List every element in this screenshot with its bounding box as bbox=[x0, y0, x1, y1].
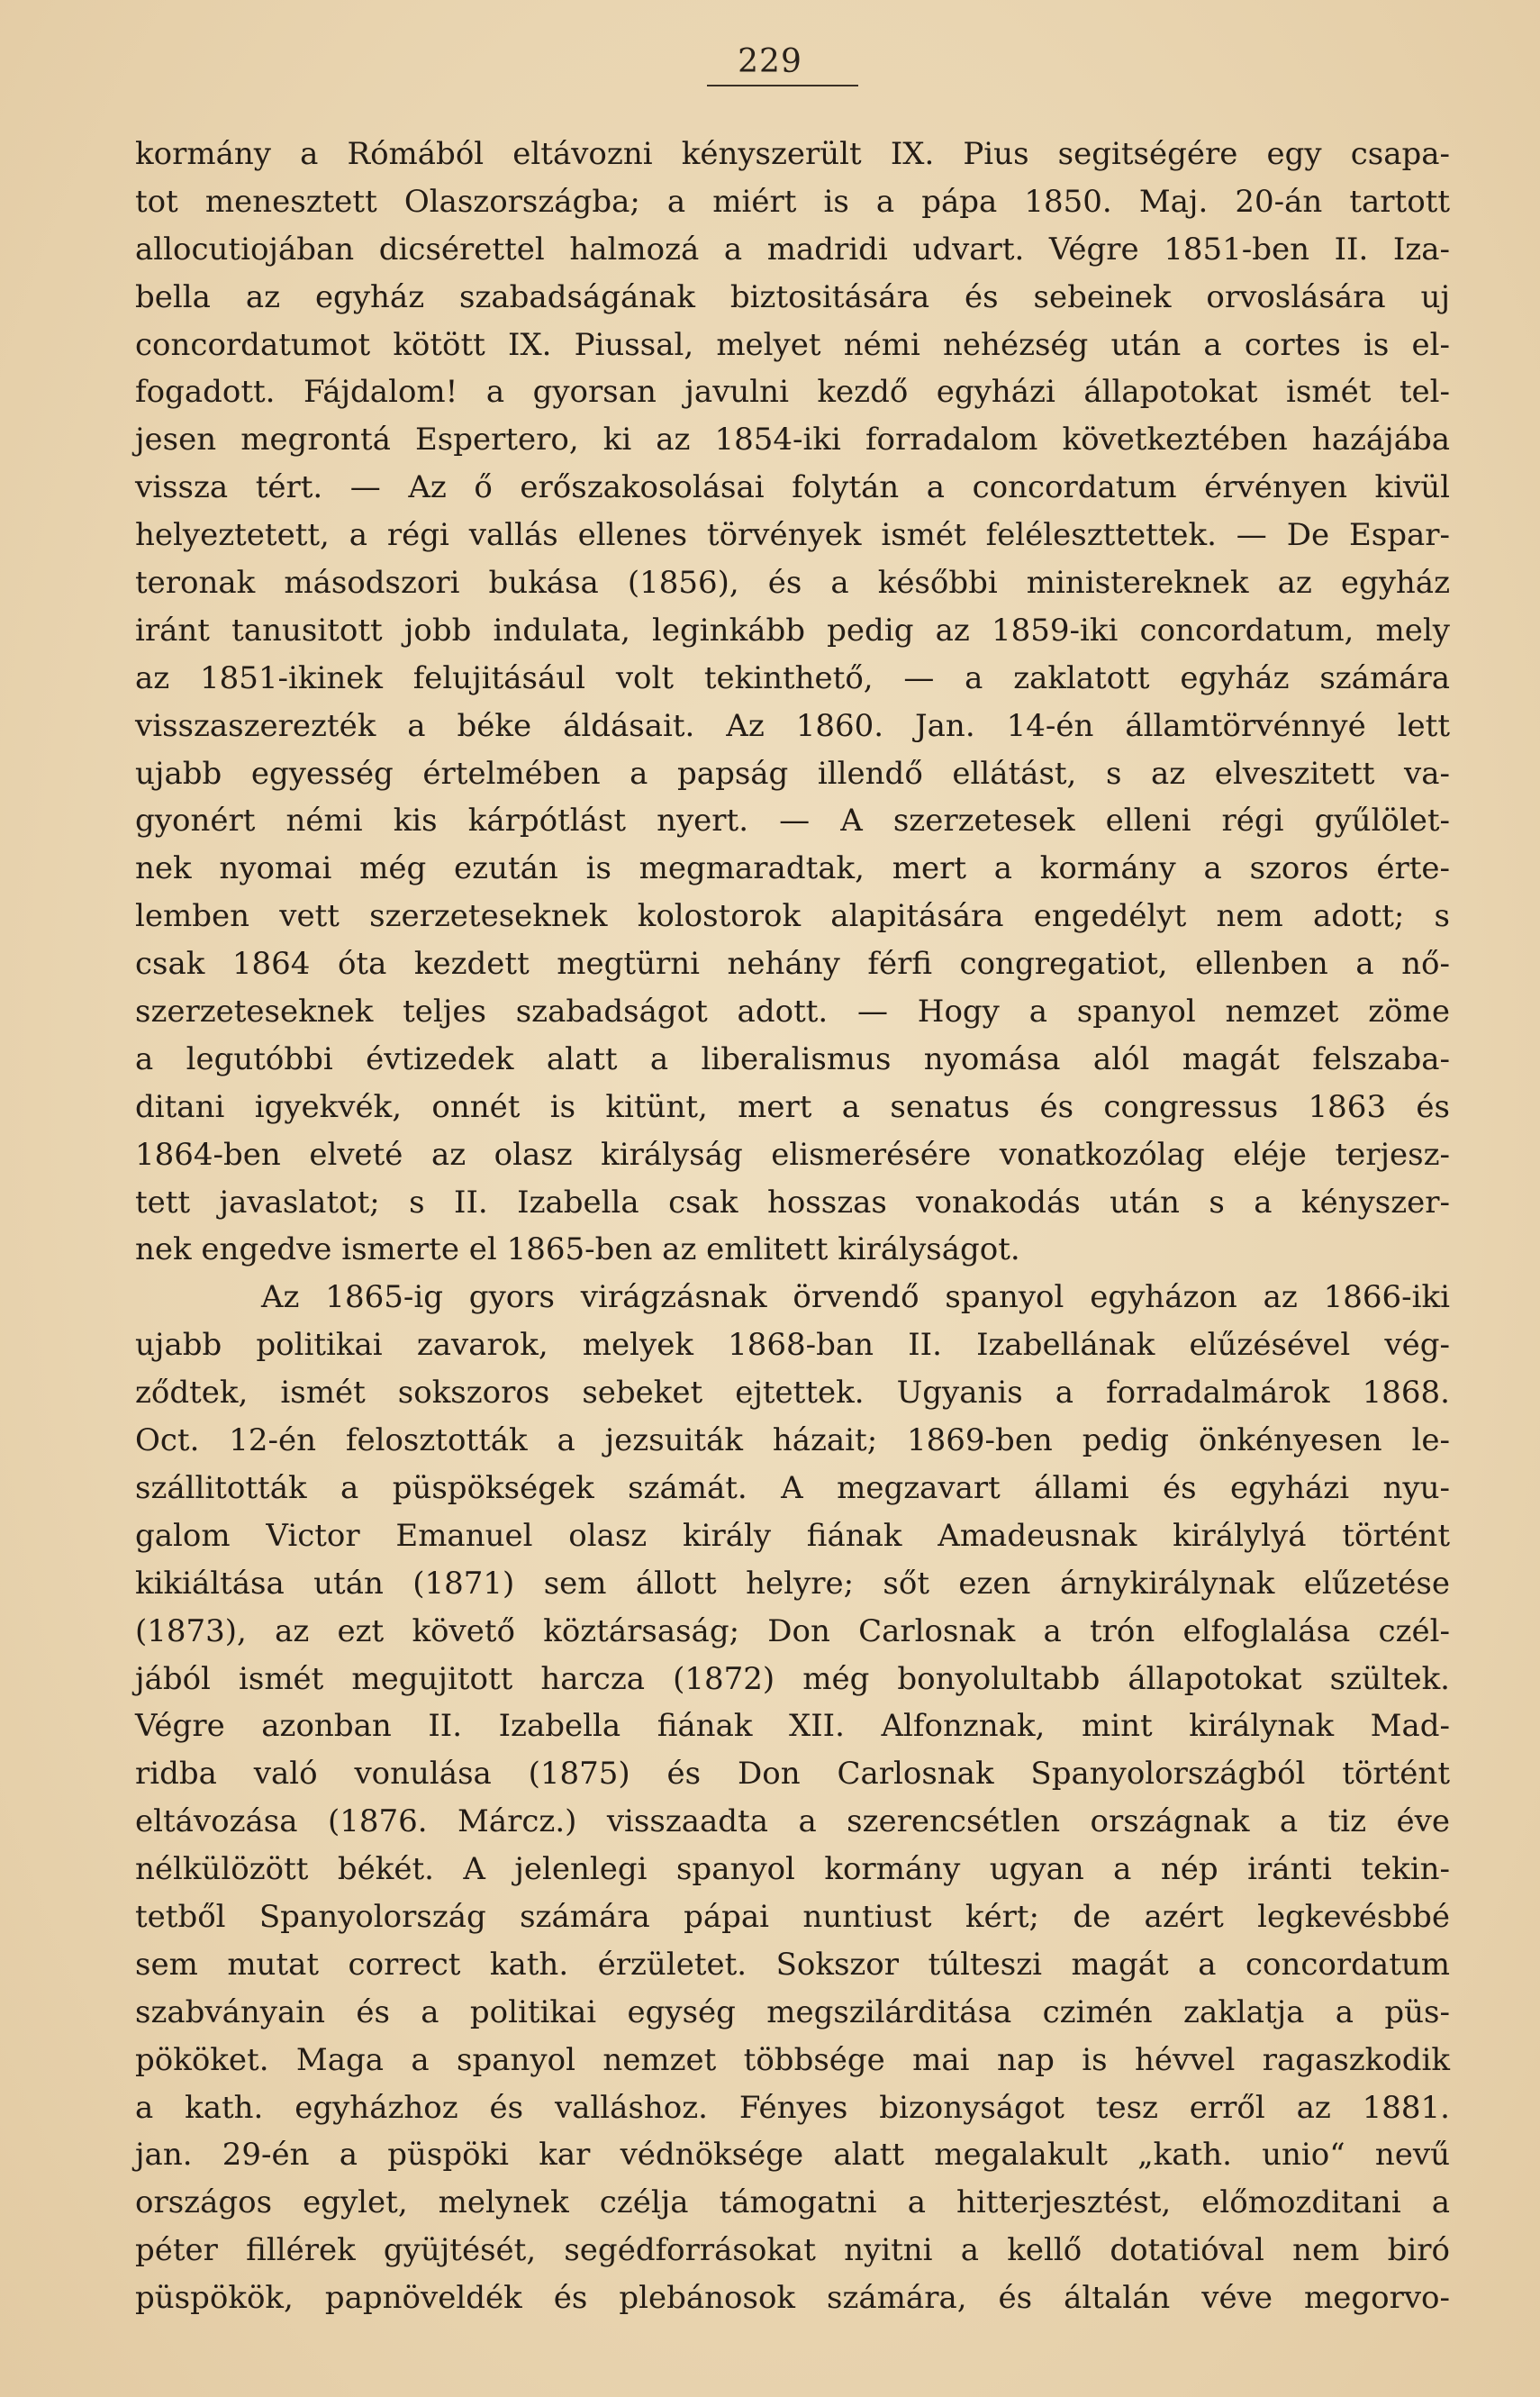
text-line: nélkülözött békét. A jelenlegi spanyol kormány ugyan a nép iránti tekin- bbox=[135, 1851, 1450, 1888]
text-line: helyeztetett, a régi vallás ellenes törvények ismét feléleszttettek. — De Espar- bbox=[135, 517, 1450, 554]
text-line: szállitották a püspökségek számát. A megzavart állami és egyházi nyu- bbox=[135, 1469, 1450, 1506]
text-line: (1873), az ezt követő köztársaság; Don Carlosnak a trón elfoglalása czél- bbox=[135, 1612, 1450, 1649]
text-line: az 1851-ikinek felujitásául volt tekinthető, — a zaklatott egyház számára bbox=[135, 659, 1450, 696]
text-line: sem mutat correct kath. érzületet. Sokszor túlteszi magát a concordatum bbox=[135, 1946, 1450, 1983]
text-line: visszaszerezték a béke áldásait. Az 1860. Jan. 14-én államtörvénnyé lett bbox=[135, 707, 1450, 744]
text-line: jából ismét megujitott harcza (1872) még bonyolultabb állapotokat szültek. bbox=[135, 1660, 1450, 1697]
text-line: galom Victor Emanuel olasz király fiának Amadeusnak királylyá történt bbox=[135, 1517, 1450, 1554]
text-line: ződtek, ismét sokszoros sebeket ejtettek. Ugyanis a forradalmárok 1868. bbox=[135, 1375, 1450, 1412]
text-line: a kath. egyházhoz és valláshoz. Fényes bizonyságot tesz erről az 1881. bbox=[135, 2089, 1450, 2126]
text-line: lemben vett szerzeteseknek kolostorok alapitására engedélyt nem adott; s bbox=[135, 898, 1450, 935]
text-line: fogadott. Fájdalom! a gyorsan javulni kezdő egyházi állapotokat ismét tel- bbox=[135, 374, 1450, 411]
body-text bbox=[135, 131, 1450, 2322]
paragraph-last-line: nek engedve ismerte el 1865-ben az emlitett királyságot. bbox=[135, 1231, 1020, 1268]
text-line: püspökök, papnöveldék és plebánosok számára, és általán véve megorvo- bbox=[135, 2280, 1450, 2317]
text-line: tett javaslatot; s II. Izabella csak hosszas vonakodás után s a kényszer- bbox=[135, 1184, 1450, 1221]
text-line: jesen megrontá Espertero, ki az 1854-iki forradalom következtében hazájába bbox=[135, 422, 1450, 459]
text-line: teronak másodszori bukása (1856), és a későbbi ministereknek az egyház bbox=[135, 565, 1450, 602]
text-line: Oct. 12-én felosztották a jezsuiták házait; 1869-ben pedig önkényesen le- bbox=[135, 1422, 1450, 1459]
text-line: kormány a Rómából eltávozni kényszerült IX. Pius segitségére egy csapa- bbox=[135, 136, 1450, 172]
text-line: kikiáltása után (1871) sem állott helyre; sőt ezen árnykirálynak elűzetése bbox=[135, 1565, 1450, 1602]
text-line: a legutóbbi évtizedek alatt a liberalismus nyomása alól magát felszaba- bbox=[135, 1040, 1450, 1077]
paragraph-first-line: Az 1865-ig gyors virágzásnak örvendő spanyol egyházon az 1866-iki bbox=[261, 1279, 1450, 1316]
text-line: gyonért némi kis kárpótlást nyert. — A szerzetesek elleni régi gyűlölet- bbox=[135, 803, 1450, 840]
text-line: szerzeteseknek teljes szabadságot adott. — Hogy a spanyol nemzet zöme bbox=[135, 994, 1450, 1031]
text-line: ditani igyekvék, onnét is kitünt, mert a senatus és congressus 1863 és bbox=[135, 1088, 1450, 1125]
text-line: ridba való vonulása (1875) és Don Carlosnak Spanyolországból történt bbox=[135, 1756, 1450, 1793]
text-line: jan. 29-én a püspöki kar védnöksége alatt megalakult „kath. unio“ nevű bbox=[135, 2137, 1450, 2174]
text-line: 1864-ben elveté az olasz királyság elismerésére vonatkozólag eléje terjesz- bbox=[135, 1136, 1450, 1173]
text-line: allocutiojában dicsérettel halmozá a madridi udvart. Végre 1851-ben II. Iza- bbox=[135, 231, 1450, 268]
text-line: vissza tért. — Az ő erőszakosolásai folytán a concordatum érvényen kivül bbox=[135, 469, 1450, 506]
text-line: országos egylet, melynek czélja támogatni a hitterjesztést, előmozditani a bbox=[135, 2184, 1450, 2221]
text-line: bella az egyház szabadságának biztositására és sebeinek orvoslására uj bbox=[135, 278, 1450, 315]
text-line: pököket. Maga a spanyol nemzet többsége mai nap is hévvel ragaszkodik bbox=[135, 2041, 1450, 2078]
text-line: concordatumot kötött IX. Piussal, melyet némi nehézség után a cortes is el- bbox=[135, 326, 1450, 363]
page-number: 229 bbox=[738, 43, 802, 80]
text-line: tot menesztett Olaszországba; a miért is a pápa 1850. Maj. 20-án tartott bbox=[135, 183, 1450, 220]
text-line: tetből Spanyolország számára pápai nuntiust kért; de azért legkevésbbé bbox=[135, 1898, 1450, 1935]
text-line: csak 1864 óta kezdett megtürni nehány férfi congregatiot, ellenben a nő- bbox=[135, 946, 1450, 983]
text-line: nek nyomai még ezután is megmaradtak, mert a kormány a szoros érte- bbox=[135, 850, 1450, 887]
text-line: Végre azonban II. Izabella fiának XII. Alfonznak, mint királynak Mad- bbox=[135, 1708, 1450, 1745]
text-line: eltávozása (1876. Márcz.) visszaadta a szerencsétlen országnak a tiz éve bbox=[135, 1803, 1450, 1840]
text-line: ujabb egyesség értelmében a papság illendő ellátást, s az elveszitett va- bbox=[135, 755, 1450, 792]
text-line: péter fillérek gyüjtését, segédforrásokat nyitni a kellő dotatióval nem biró bbox=[135, 2232, 1450, 2269]
header-rule bbox=[707, 85, 858, 86]
page-header bbox=[0, 43, 1540, 80]
text-line: iránt tanusitott jobb indulata, leginkább pedig az 1859-iki concordatum, mely bbox=[135, 612, 1450, 649]
text-line: szabványain és a politikai egység megszilárditása czimén zaklatja a püs- bbox=[135, 1993, 1450, 2030]
text-line: ujabb politikai zavarok, melyek 1868-ban II. Izabellának elűzésével vég- bbox=[135, 1327, 1450, 1364]
